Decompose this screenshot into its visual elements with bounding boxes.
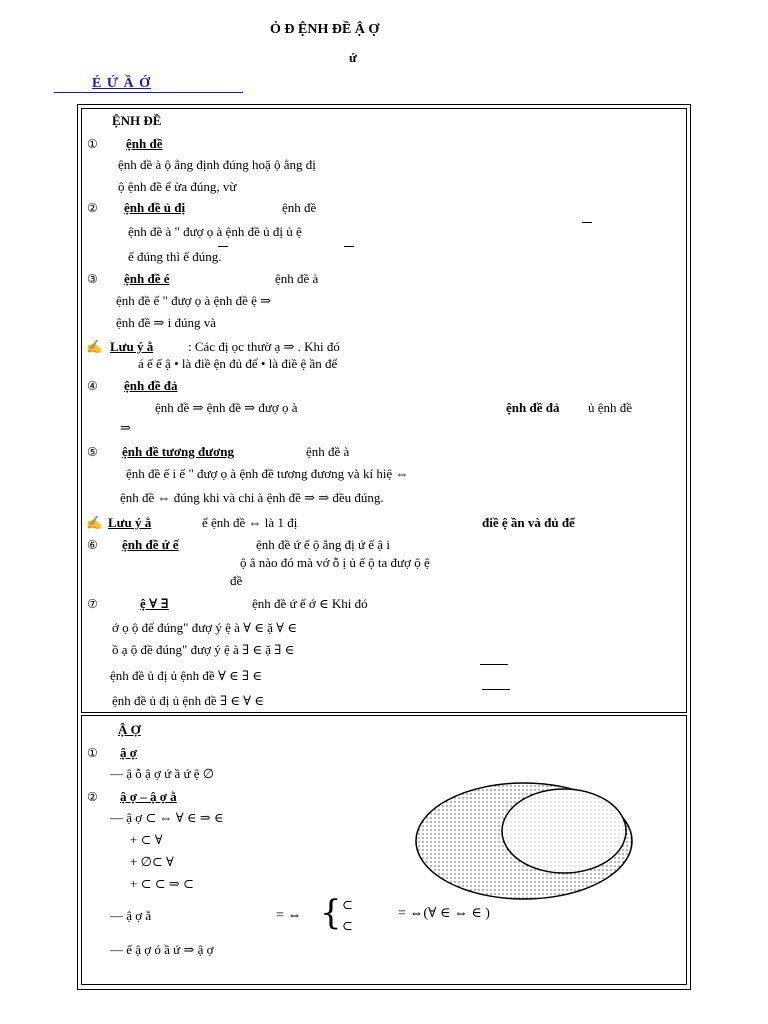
note-icon: ✍ xyxy=(86,515,103,530)
item-3-line-2: ệnh đề ⇒ i đúng và xyxy=(116,315,217,330)
item-5-line-2: ệnh đề ⇔ đúng khi và chi à ệnh đề ⇒ ⇒ đều đúng. xyxy=(120,490,384,505)
set-equality-mid: = ⇔ xyxy=(276,908,302,923)
item-2-line-2: ế đúng thì ế đúng. xyxy=(128,249,222,264)
subset-diagram xyxy=(414,781,634,901)
item-title-4: ệnh đề đả xyxy=(124,378,178,393)
note-2-text: ế ệnh đề ⇔ là 1 đị xyxy=(202,515,298,530)
item-5-line-1: ệnh đề ế i ế " đượ ọ à ệnh đề tương đương và kí hiệ ⇔ xyxy=(126,466,409,481)
overbar-mark xyxy=(582,222,592,223)
part2-heading: Ậ Ợ xyxy=(118,722,141,737)
item-title-3: ệnh đề é xyxy=(124,271,170,286)
item-number-5: ⑤ xyxy=(87,445,98,459)
set-equality-brace-top: ⊂ xyxy=(342,897,353,912)
note-2-label: Lưu ý ằ xyxy=(108,515,152,530)
item-3-line-1: ệnh đề ế " đượ ọ à ệnh đề ệ ⇒ xyxy=(116,293,272,308)
item-4-bold-fragment: ệnh đề đả xyxy=(506,400,560,415)
note-1-line-2: á ế ế ậ • là điề ện đủ để • là điề ệ ần để xyxy=(138,356,338,371)
set-equality-brace: { xyxy=(320,893,342,933)
overbar-mark xyxy=(344,246,354,247)
item-3-title-tail: ệnh đề à xyxy=(275,271,319,286)
note-icon: ✍ xyxy=(86,339,103,354)
set-item-title-1: ậ ợ xyxy=(120,745,137,760)
set-equality-brace-bottom: ⊂ xyxy=(342,918,353,933)
item-number-3: ③ xyxy=(87,272,98,286)
item-title-5: ệnh đề tương đương xyxy=(122,444,234,459)
item-5-title-tail: ệnh đề à xyxy=(306,444,350,459)
set-item-number-2: ② xyxy=(87,790,98,804)
item-6-line-2: đề xyxy=(230,573,243,588)
set-equality-right: = ⇔(∀ ∈ ⇔ ∈ ) xyxy=(398,906,490,921)
item-number-4: ④ xyxy=(87,379,98,393)
set-item-2-line-1: — ậ ợ ⊂ ⇔ ∀ ∈ ⇒ ∈ xyxy=(110,810,224,825)
item-title-7: ệ ∀ ∃ xyxy=(140,596,169,611)
set-item-2-line-2: + ⊂ ∀ xyxy=(130,832,163,847)
item-6-title-tail: ệnh đề ứ ế ộ ẳng đị ứ ế ậ i xyxy=(256,537,390,552)
item-number-6: ⑥ xyxy=(87,538,98,552)
overbar-mark xyxy=(480,664,508,665)
item-7-line-4: ệnh đề ủ đị ủ ệnh đề ∃ ∈ ∀ ∈ xyxy=(112,693,264,708)
item-number-1: ① xyxy=(87,137,98,151)
item-7-line-1: ớ ọ ộ để đúng" đượ ý ệ à ∀ ∈ ặ ∀ ∈ xyxy=(112,620,297,635)
set-item-2-line-3: + ∅⊂ ∀ xyxy=(130,854,174,869)
page-title: Ỏ Đ ỆNH ĐỀ Ậ Ợ xyxy=(270,22,380,37)
item-4-line-2: ⇒ xyxy=(120,420,131,435)
note-1-label: Lưu ý ằ xyxy=(110,339,154,354)
item-number-2: ② xyxy=(87,201,98,215)
set-item-1-line-1: — ậ ỗ ậ ợ ứ ầ ứ ệ ∅ xyxy=(110,766,215,781)
item-7-line-3: ệnh đề ủ đị ủ ệnh đề ∀ ∈ ∃ ∈ xyxy=(110,668,262,683)
item-number-7: ⑦ xyxy=(87,597,98,611)
set-last-line: — ế ậ ợ ó ầ ứ ⇒ ậ ợ xyxy=(110,942,214,957)
item-2-line-1: ệnh đề à " đượ ọ à ệnh đề ủ đị ủ ệ xyxy=(128,224,302,239)
overbar-mark xyxy=(482,689,510,690)
part1-heading: ỆNH ĐỀ xyxy=(112,113,162,128)
item-7-title-tail: ệnh đề ứ ế ớ ∈ Khi đó xyxy=(252,596,368,611)
item-4-line-1: ệnh đề ⇒ ệnh đề ⇒ đượ ọ à xyxy=(155,400,298,415)
item-2-title-tail: ệnh đề xyxy=(282,200,317,215)
section-underline xyxy=(54,92,243,93)
note-1-text: : Các đị ọc thườ ạ ⇒ . Khi đó xyxy=(188,339,340,354)
item-title-6: ệnh đề ứ ế xyxy=(122,537,179,552)
set-item-title-2: ậ ợ – ậ ợ ằ xyxy=(120,789,177,804)
section-link[interactable]: É Ứ Ầ Ớ xyxy=(92,76,151,91)
item-title-2: ệnh đề ủ đị xyxy=(124,200,186,215)
note-2-right: điề ệ ần và đủ để xyxy=(482,515,575,530)
overbar-mark xyxy=(218,246,228,247)
item-6-line-1: ộ â nào đó mà vớ ỗ ị ủ ế ộ ta đượ ộ ệ xyxy=(240,555,430,570)
set-item-2-line-4: + ⊂ ⊂ ⇒ ⊂ xyxy=(130,876,194,891)
item-title-1: ệnh đề xyxy=(126,136,163,151)
item-7-line-2: ồ ạ ộ đề đúng" đượ ý ệ à ∃ ∈ ặ ∃ ∈ xyxy=(112,642,295,657)
item-1-line-2: ộ ệnh đề ể ừa đúng, vừ xyxy=(118,179,237,194)
set-item-number-1: ① xyxy=(87,746,98,760)
page-subtitle: ứ xyxy=(349,50,357,65)
set-equality-left: — ậ ợ ằ xyxy=(110,908,152,923)
item-1-line-1: ệnh đề à ộ ẳng định đúng hoặ ộ ẳng đị xyxy=(118,157,316,172)
item-4-after-bold: ủ ệnh đề xyxy=(588,400,633,415)
